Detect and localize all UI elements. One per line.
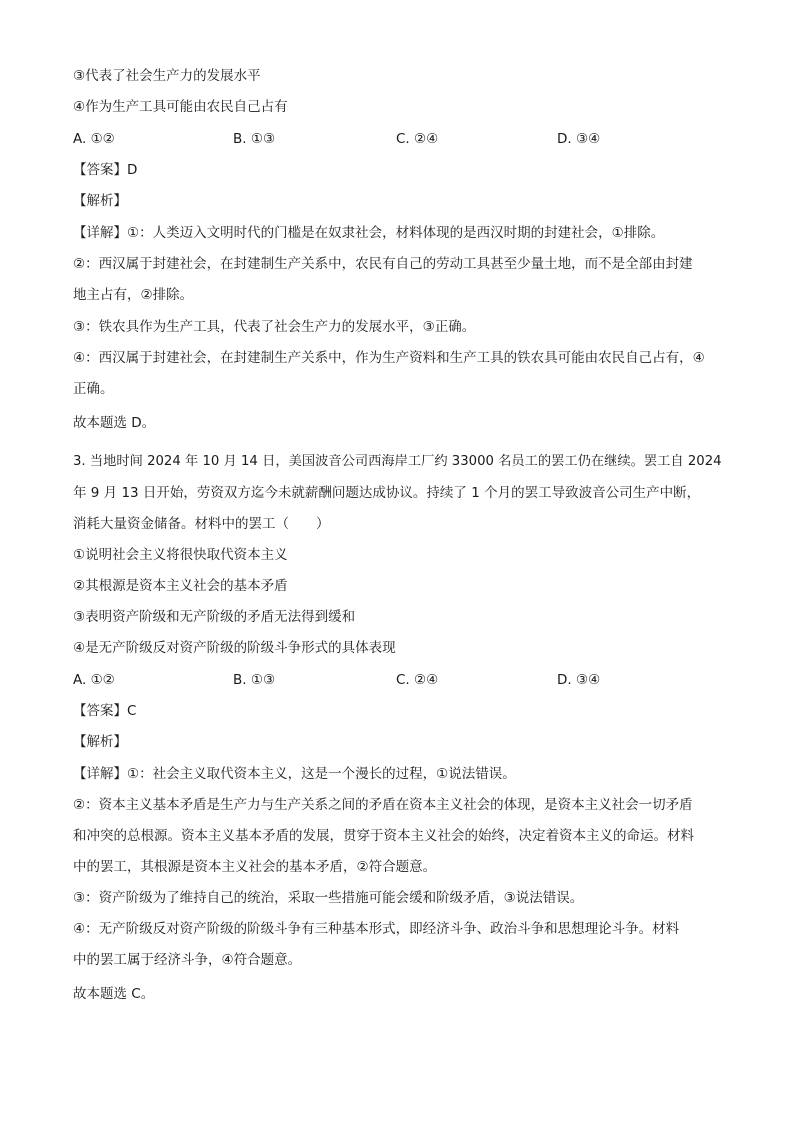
q3-item-4: ④是无产阶级反对资产阶级的阶级斗争形式的具体表现 <box>73 640 396 656</box>
q3-options <box>73 671 723 689</box>
q3-analysis-line-4: 中的罢工，其根源是资本主义社会的基本矛盾，②符合题意。 <box>73 859 437 875</box>
q3-stem-line-1: 3. 当地时间 2024 年 10 月 14 日，美国波音公司西海岸工厂约 33000 名员工的罢工仍在继续。罢工自 2024 <box>73 454 722 469</box>
q2-item-4: ④作为生产工具可能由农民自己占有 <box>73 99 288 115</box>
q2-analysis-line-3: 地主占有，②排除。 <box>73 287 194 303</box>
q3-option-a: A. ①② <box>73 672 115 688</box>
q2-analysis-line-5: ④：西汉属于封建社会，在封建制生产关系中，作为生产资料和生产工具的铁农具可能由农民自己占有，④ <box>73 350 705 366</box>
q2-option-b: B. ①③ <box>233 131 276 147</box>
q2-answer: 【答案】D <box>73 162 138 178</box>
q2-options <box>73 130 723 148</box>
q3-analysis-line-7: 中的罢工属于经济斗争，④符合题意。 <box>73 952 302 968</box>
q3-analysis-line-1: 【详解】①：社会主义取代资本主义，这是一个漫长的过程，①说法错误。 <box>73 766 516 782</box>
q3-stem-line-2: 年 9 月 13 日开始，劳资双方迄今未就薪酬问题达成协议。持续了 1 个月的罢工导致波音公司生产中断， <box>73 485 701 501</box>
q3-item-3: ③表明资产阶级和无产阶级的矛盾无法得到缓和 <box>73 609 356 625</box>
q2-option-c: C. ②④ <box>396 131 439 147</box>
q2-analysis-title: 【解析】 <box>73 193 127 209</box>
q3-analysis-title: 【解析】 <box>73 734 127 750</box>
q3-analysis-line-3: 和冲突的总根源。资本主义基本矛盾的发展，贯穿于资本主义社会的始终，决定着资本主义的命运。材料 <box>73 828 694 844</box>
q2-item-3: ③代表了社会生产力的发展水平 <box>73 68 261 84</box>
q3-analysis-line-2: ②：资本主义基本矛盾是生产力与生产关系之间的矛盾在资本主义社会的体现，是资本主义社会一切矛盾 <box>73 797 693 813</box>
q3-item-2: ②其根源是资本主义社会的基本矛盾 <box>73 578 288 594</box>
q3-option-b: B. ①③ <box>233 672 276 688</box>
q3-analysis-line-6: ④：无产阶级反对资产阶级的阶级斗争有三种基本形式，即经济斗争、政治斗争和思想理论斗争。材料 <box>73 921 680 937</box>
q2-option-d: D. ③④ <box>557 131 601 147</box>
q2-analysis-line-2: ②：西汉属于封建社会，在封建制生产关系中，农民有自己的劳动工具甚至少量土地，而不是全部由封建 <box>73 256 693 272</box>
q3-option-d: D. ③④ <box>557 672 601 688</box>
q3-answer: 【答案】C <box>73 703 137 719</box>
q3-item-1: ①说明社会主义将很快取代资本主义 <box>73 547 288 563</box>
q2-analysis-line-4: ③：铁农具作为生产工具，代表了社会生产力的发展水平，③正确。 <box>73 319 476 335</box>
q3-stem-line-3: 消耗大量资金储备。材料中的罢工（ ） <box>73 516 330 532</box>
q2-analysis-line-6: 正确。 <box>73 381 114 397</box>
q3-conclusion: 故本题选 C。 <box>73 986 155 1002</box>
q2-conclusion: 故本题选 D。 <box>73 415 156 431</box>
q3-option-c: C. ②④ <box>396 672 439 688</box>
q3-analysis-line-5: ③：资产阶级为了维持自己的统治，采取一些措施可能会缓和阶级矛盾，③说法错误。 <box>73 890 584 906</box>
q2-analysis-line-1: 【详解】①：人类迈入文明时代的门槛是在奴隶社会，材料体现的是西汉时期的封建社会，①排除。 <box>73 225 665 241</box>
q2-option-a: A. ①② <box>73 131 115 147</box>
